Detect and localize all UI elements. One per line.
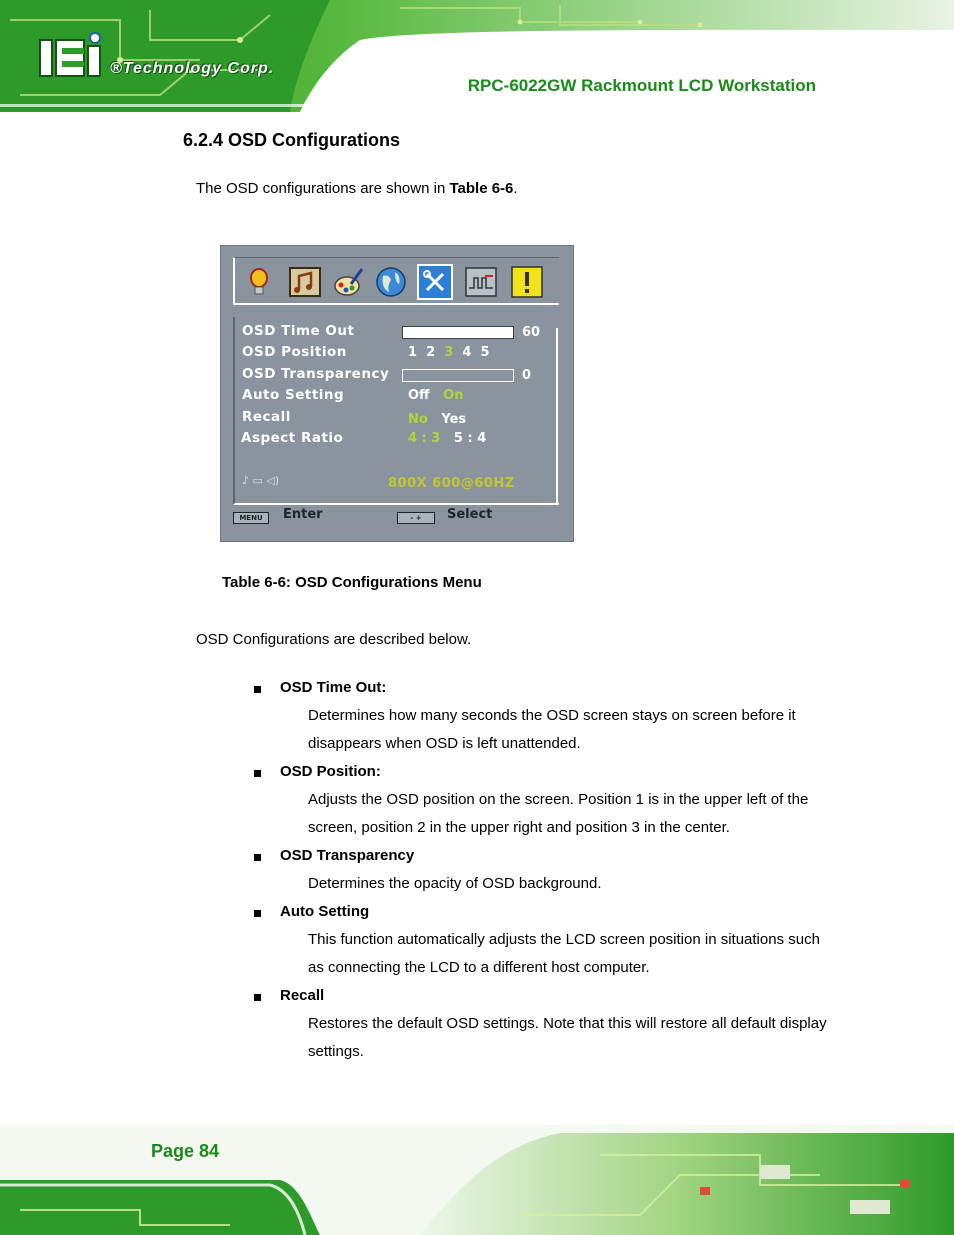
- osd-icon-bar: [233, 257, 559, 305]
- document-title: RPC-6022GW Rackmount LCD Workstation: [467, 76, 816, 95]
- select-label: Select: [447, 507, 493, 522]
- osd-transparency-slider[interactable]: [402, 369, 514, 382]
- list-item-description: Determines how many seconds the OSD screen stays on screen before it disappears when OSD is left unattended.: [308, 707, 796, 752]
- osd-time-out-fill: [403, 327, 513, 338]
- osd-menu-screenshot: [220, 245, 574, 542]
- logo-wordmark: ®Technology Corp.: [110, 60, 275, 77]
- bullet-marker: [254, 686, 261, 693]
- page-header: [0, 0, 954, 112]
- company-logo: [38, 30, 298, 90]
- osd-option[interactable]: Off: [408, 388, 430, 403]
- osd-option-selected[interactable]: No: [408, 412, 428, 427]
- osd-option-selected[interactable]: On: [443, 388, 464, 403]
- intro-text: The OSD configurations are shown in: [196, 180, 450, 197]
- auto-setting-options[interactable]: [408, 388, 463, 403]
- section-heading: 6.2.4 OSD Configurations: [183, 130, 401, 150]
- osd-time-out-slider[interactable]: [402, 326, 514, 339]
- osd-option-selected[interactable]: 4 : 3: [408, 431, 441, 446]
- page-number: Page 84: [151, 1141, 220, 1161]
- described-below-text: OSD Configurations are described below.: [196, 631, 472, 648]
- lightbulb-icon: [243, 266, 275, 298]
- osd-transparency-value: 0: [522, 368, 532, 383]
- osd-row-label: Auto Setting: [242, 387, 345, 403]
- table-reference-link[interactable]: Table 6-6: [449, 180, 514, 197]
- bullet-marker: [254, 994, 261, 1001]
- list-item-description: Determines the opacity of OSD background.: [308, 875, 602, 892]
- paint-palette-icon: [333, 266, 365, 298]
- tools-icon: [419, 266, 451, 298]
- recall-options[interactable]: [408, 412, 466, 427]
- intro-paragraph: [196, 179, 518, 199]
- osd-option-selected[interactable]: 3: [444, 345, 454, 360]
- list-item-title: Auto Setting: [280, 903, 370, 920]
- osd-option[interactable]: 1: [408, 345, 418, 360]
- osd-option[interactable]: 5: [480, 345, 490, 360]
- osd-row-label: Recall: [242, 409, 291, 425]
- waveform-icon: [465, 266, 497, 298]
- list-item-description: Adjusts the OSD position on the screen. Position 1 is in the upper left of the screen, position 2 in the upper right and position 3 in the center.: [308, 791, 809, 836]
- exclamation-icon: [511, 266, 543, 298]
- osd-option[interactable]: 4: [462, 345, 472, 360]
- aspect-ratio-options[interactable]: [408, 431, 486, 446]
- menu-key-icon: MENU: [233, 512, 269, 524]
- osd-resolution-readout: 800X 600@60HZ: [388, 476, 515, 491]
- table-caption: Table 6-6: OSD Configurations Menu: [222, 574, 482, 591]
- music-note-icon: [289, 266, 321, 298]
- osd-option[interactable]: 2: [426, 345, 436, 360]
- list-item-description: This function automatically adjusts the LCD screen position in situations such as connecting the LCD to a different host computer.: [308, 931, 820, 976]
- iei-logo-mark: [38, 32, 108, 78]
- osd-row-label: Aspect Ratio: [241, 430, 344, 446]
- osd-option[interactable]: Yes: [441, 412, 467, 427]
- osd-option[interactable]: 5 : 4: [453, 431, 487, 446]
- osd-divider: [556, 328, 558, 504]
- list-item-title: OSD Time Out:: [280, 679, 387, 696]
- osd-row-label: OSD Transparency: [242, 366, 390, 382]
- enter-label: Enter: [283, 507, 323, 522]
- list-item-title: Recall: [280, 987, 325, 1004]
- list-item-description: Restores the default OSD settings. Note that this will restore all default display settings.: [308, 1015, 827, 1060]
- globe-icon: [375, 266, 407, 298]
- page-footer: [0, 1125, 954, 1235]
- intro-suffix: .: [513, 180, 518, 197]
- bullet-marker: [254, 854, 261, 861]
- osd-row-label: OSD Position: [242, 344, 347, 360]
- osd-time-out-value: 60: [522, 325, 541, 340]
- bullet-marker: [254, 910, 261, 917]
- bullet-marker: [254, 770, 261, 777]
- list-item-title: OSD Position:: [280, 763, 381, 780]
- audio-status-icons: ♪ ▭ ◁): [242, 474, 280, 487]
- minus-plus-key-icon: - +: [397, 512, 435, 524]
- osd-position-options[interactable]: [408, 345, 489, 360]
- osd-row-label: OSD Time Out: [242, 323, 355, 339]
- pcb-footer-graphic: [0, 1125, 954, 1235]
- list-item-title: OSD Transparency: [280, 847, 415, 864]
